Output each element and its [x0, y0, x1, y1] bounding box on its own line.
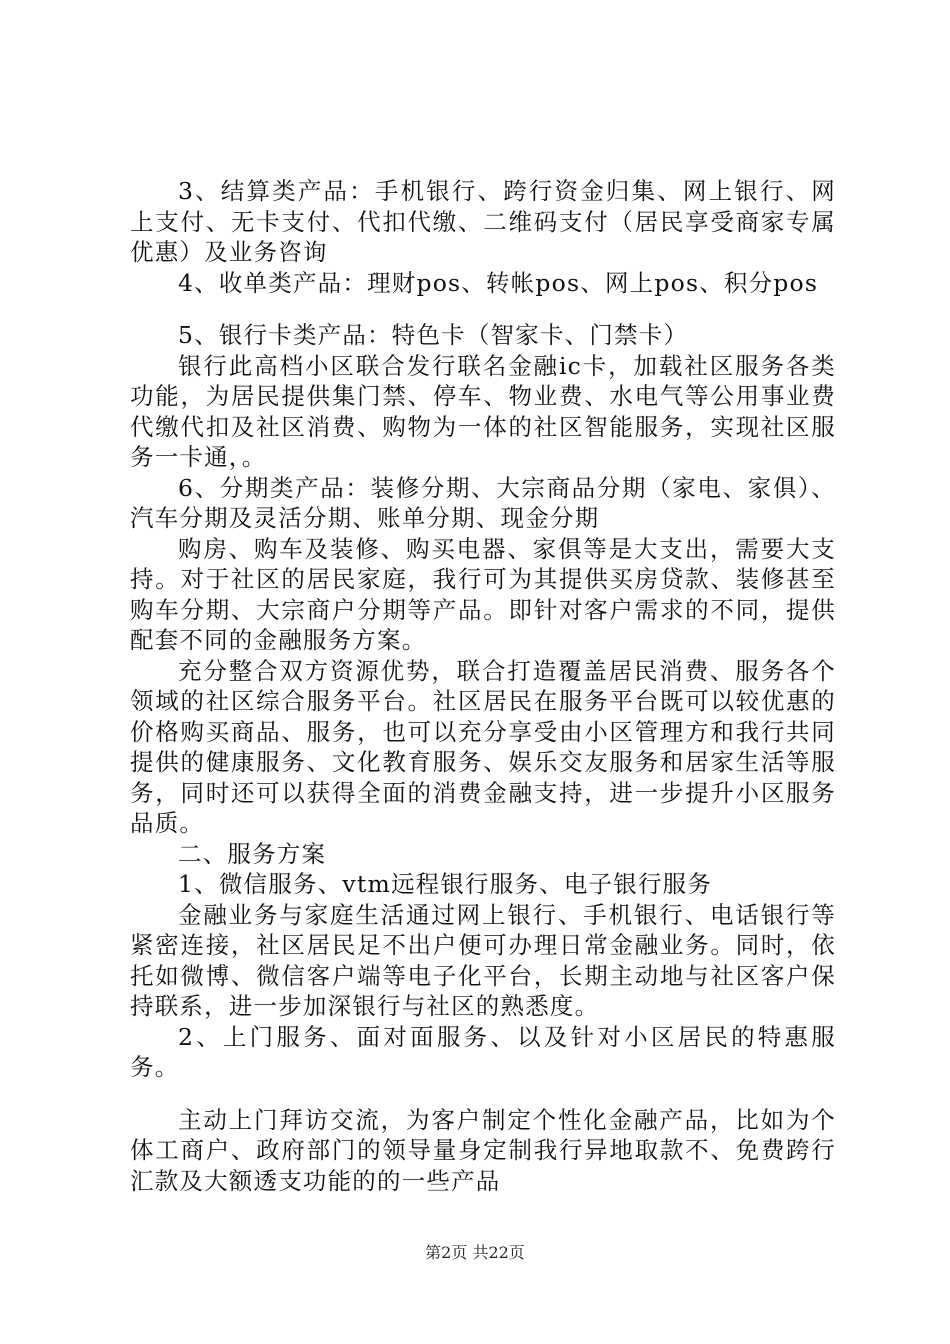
paragraph-bank-card-products: 5、银行卡类产品：特色卡（智家卡、门禁卡）	[178, 321, 689, 349]
paragraph-installment-products: 6、分期类产品：装修分期、大宗商品分期（家电、家俱）、汽车分期及灵活分期、账单分期、现金分期	[130, 473, 836, 532]
paragraph-settlement-products: 3、结算类产品：手机银行、跨行资金归集、网上银行、网上支付、无卡支付、代扣代缴、二维码支付（居民享受商家专属优惠）及业务咨询	[130, 177, 836, 266]
paragraph-installment-detail: 购房、购车及装修、购买电器、家俱等是大支出，需要大支持。对于社区的居民家庭，我行可为其提供买房贷款、装修甚至购车分期、大宗商户分期等产品。即针对客户需求的不同，提供配套不同的金融服务方案。	[130, 534, 836, 654]
paragraph-cobranded-card: 银行此高档小区联合发行联名金融ic卡，加载社区服务各类功能，为居民提供集门禁、停车、物业费、水电气等公用事业费代缴代扣及社区消费、购物为一体的社区智能服务，实现社区服务一卡通，。	[130, 351, 836, 471]
document-body	[130, 176, 836, 1196]
paragraph-service-platform: 充分整合双方资源优势，联合打造覆盖居民消费、服务各个领域的社区综合服务平台。社区居民在服务平台既可以较优惠的价格购买商品、服务，也可以充分享受由小区管理方和我行共同提供的健康服务、文化教育服务、娱乐交友服务和居家生活等服务，同时还可以获得全面的消费金融支持，进一步提升小区服务品质。	[130, 656, 836, 837]
blank-line	[130, 298, 836, 320]
page-number-footer: 第2页 共22页	[425, 1243, 525, 1262]
blank-line	[130, 1083, 836, 1105]
paragraph-personalized-products: 主动上门拜访交流，为客户制定个性化金融产品，比如为个体工商户、政府部门的领导量身定制我行异地取款不、免费跨行汇款及大额透支功能的的一些产品	[130, 1105, 836, 1195]
paragraph-wechat-service: 1、微信服务、vtm远程银行服务、电子银行服务	[178, 870, 713, 898]
paragraph-acquiring-products: 4、收单类产品：理财pos、转帐pos、网上pos、积分pos	[178, 268, 819, 297]
section-heading-service-plan: 二、服务方案	[178, 839, 327, 868]
paragraph-ebanking-detail: 金融业务与家庭生活通过网上银行、手机银行、电话银行等紧密连接，社区居民足不出户便可办理日常金融业务。同时，依托如微博、微信客户端等电子化平台，长期主动地与社区客户保持联系，进一步加深银行与社区的熟悉度。	[130, 900, 836, 1020]
paragraph-door-to-door-service: 2、上门服务、面对面服务、以及针对小区居民的特惠服务。	[130, 1022, 836, 1081]
